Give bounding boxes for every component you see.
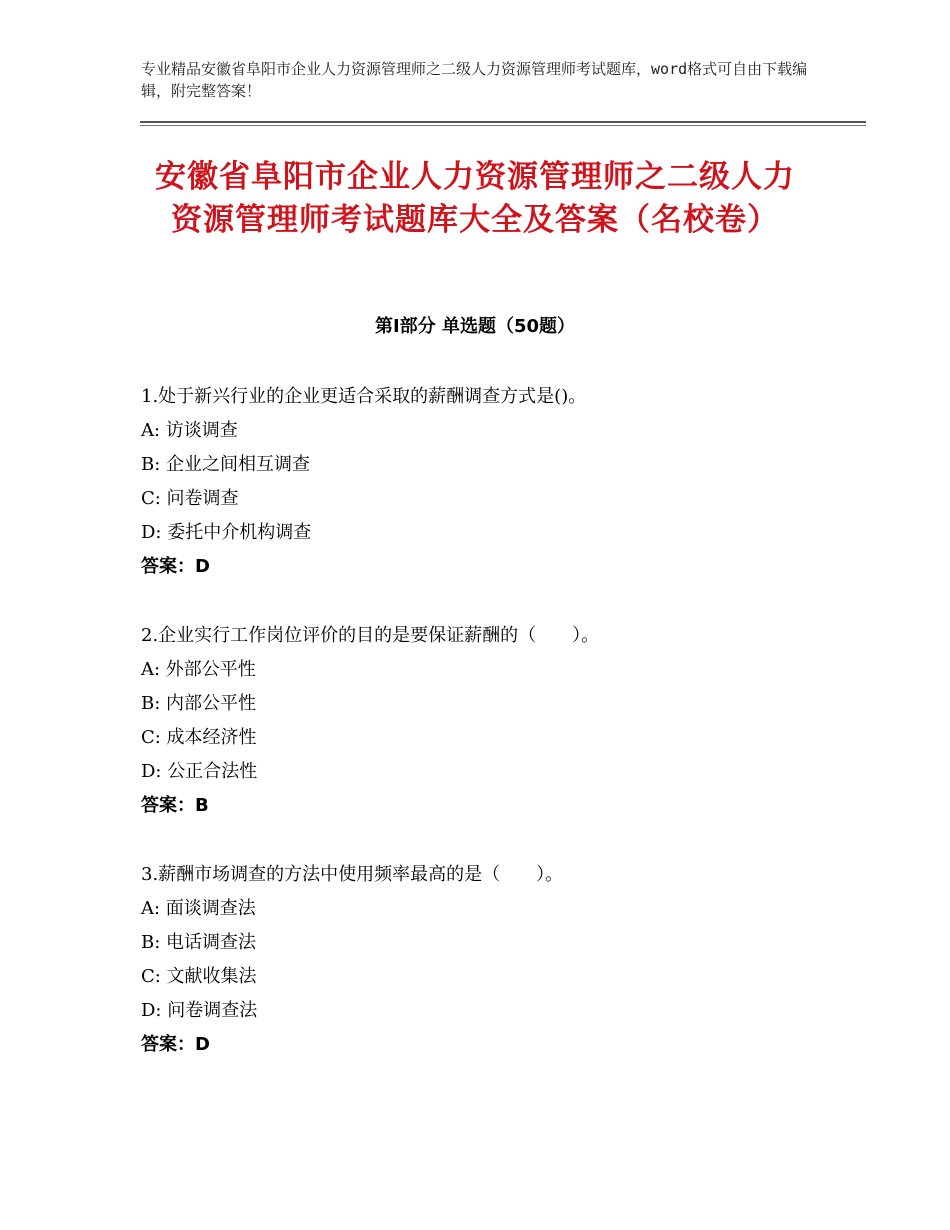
option-c: C: 成本经济性 <box>141 727 257 748</box>
option-b: B: 内部公平性 <box>141 693 257 714</box>
option-d: D: 公正合法性 <box>141 761 258 782</box>
option-b: B: 企业之间相互调查 <box>141 454 311 475</box>
header-rule-thin <box>140 125 866 126</box>
question-stem: 3.薪酬市场调查的方法中使用频率最高的是（ ）。 <box>141 864 564 885</box>
header-rule-thick <box>140 121 866 123</box>
question-stem: 2.企业实行工作岗位评价的目的是要保证薪酬的（ ）。 <box>141 625 600 646</box>
header-note: 专业精品安徽省阜阳市企业人力资源管理师之二级人力资源管理师考试题库，word格式可自由下载编辑，附完整答案！ <box>141 60 808 100</box>
answer-line: 答案：B <box>141 795 209 816</box>
answer-line: 答案：D <box>141 1034 210 1055</box>
option-a: A: 面谈调查法 <box>141 898 256 919</box>
option-d: D: 委托中介机构调查 <box>141 522 312 543</box>
section-title: 第Ⅰ部分 单选题（50题） <box>374 316 575 337</box>
question-2 <box>141 619 841 823</box>
option-b: B: 电话调查法 <box>141 932 257 953</box>
question-1 <box>141 380 841 584</box>
question-list <box>141 380 841 1097</box>
question-3 <box>141 858 841 1062</box>
option-d: D: 问卷调查法 <box>141 1000 258 1021</box>
question-stem: 1.处于新兴行业的企业更适合采取的薪酬调查方式是()。 <box>141 386 587 407</box>
document-title: 安徽省阜阳市企业人力资源管理师之二级人力资源管理师考试题库大全及答案（名校卷） <box>155 159 795 238</box>
answer-line: 答案：D <box>141 556 210 577</box>
option-a: A: 访谈调查 <box>141 420 238 441</box>
option-c: C: 文献收集法 <box>141 966 257 987</box>
option-c: C: 问卷调查 <box>141 488 239 509</box>
option-a: A: 外部公平性 <box>141 659 256 680</box>
